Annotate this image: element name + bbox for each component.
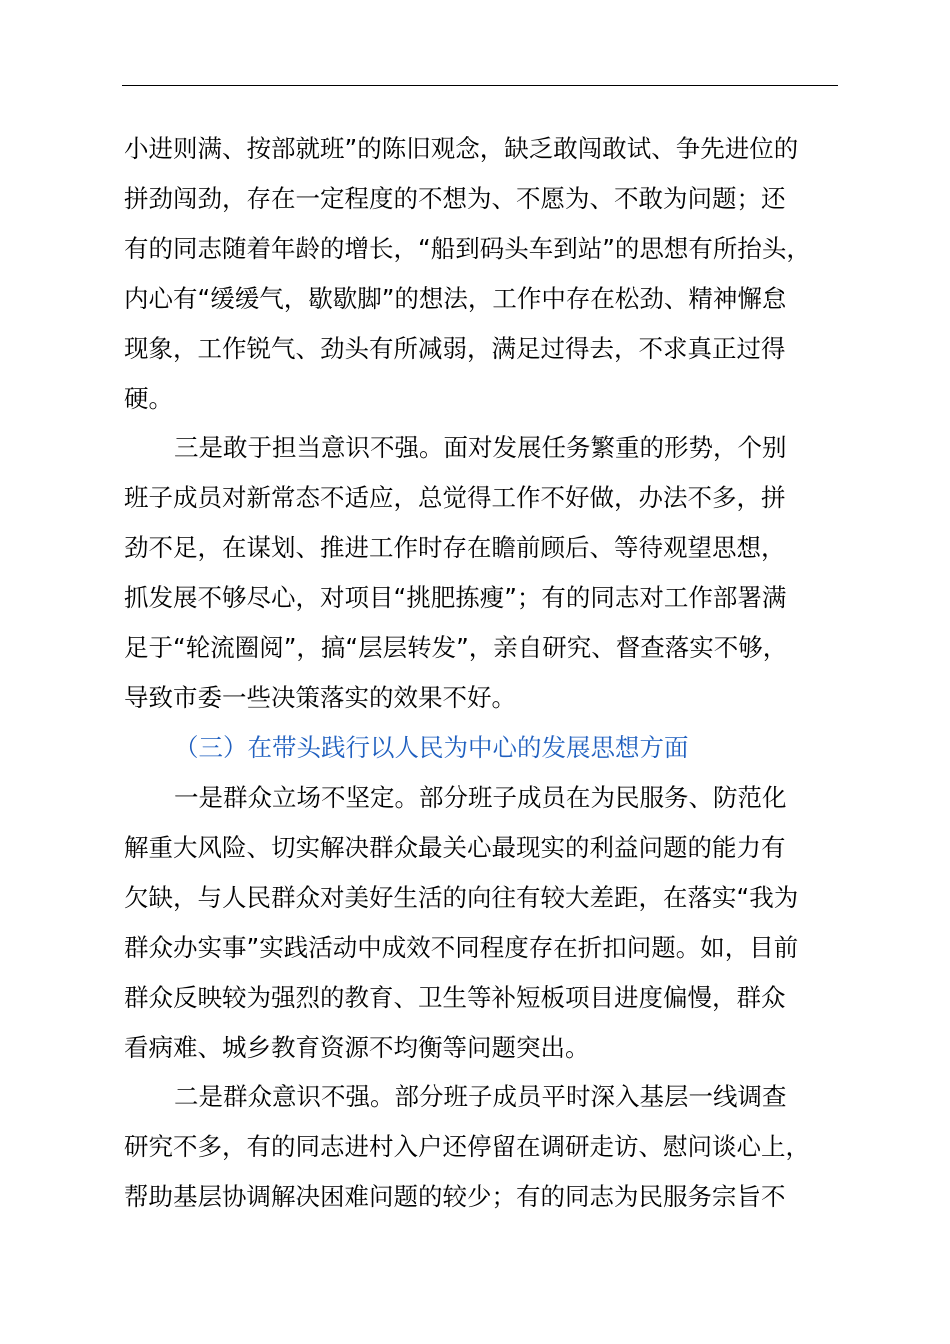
text-line: 看病难、城乡教育资源不均衡等问题突出。 [124,1033,590,1062]
paragraph-start-line: 一是群众立场不坚定。部分班子成员在为民服务、防范化 [174,783,787,812]
header-rule [122,85,838,86]
paragraph-start-line: 二是群众意识不强。部分班子成员平时深入基层一线调查 [174,1082,787,1111]
text-line: 帮助基层协调解决困难问题的较少；有的同志为民服务宗旨不 [124,1182,786,1211]
paragraph-start-line: 三是敢于担当意识不强。面对发展任务繁重的形势，个别 [174,433,787,462]
section-heading: （三）在带头践行以人民为中心的发展思想方面 [174,733,689,762]
text-line: 硬。 [124,384,173,413]
text-line: 抓发展不够尽心，对项目“挑肥拣瘦”；有的同志对工作部署满 [124,583,787,612]
text-line: 小进则满、按部就班”的陈旧观念，缺乏敢闯敢试、争先进位的 [124,134,799,163]
text-line: 现象，工作锐气、劲头有所减弱，满足过得去，不求真正过得 [124,334,786,363]
text-line: 拼劲闯劲，存在一定程度的不想为、不愿为、不敢为问题；还 [124,184,786,213]
text-line: 群众反映较为强烈的教育、卫生等补短板项目进度偏慢，群众 [124,983,786,1012]
text-line: 解重大风险、切实解决群众最关心最现实的利益问题的能力有 [124,833,786,862]
text-line: 导致市委一些决策落实的效果不好。 [124,683,516,712]
text-line: 群众办实事”实践活动中成效不同程度存在折扣问题。如，目前 [124,933,799,962]
text-line: 劲不足，在谋划、推进工作时存在瞻前顾后、等待观望思想， [124,533,786,562]
text-line: 研究不多，有的同志进村入户还停留在调研走访、慰问谈心上， [124,1132,810,1161]
text-line: 有的同志随着年龄的增长，“船到码头车到站”的思想有所抬头， [124,234,811,263]
text-line: 欠缺，与人民群众对美好生活的向往有较大差距，在落实“我为 [124,883,799,912]
text-line: 内心有“缓缓气，歇歇脚”的想法，工作中存在松劲、精神懈怠 [124,284,787,313]
text-line: 班子成员对新常态不适应，总觉得工作不好做，办法不多，拼 [124,483,786,512]
text-line: 足于“轮流圈阅”，搞“层层转发”，亲自研究、督查落实不够， [124,633,788,662]
